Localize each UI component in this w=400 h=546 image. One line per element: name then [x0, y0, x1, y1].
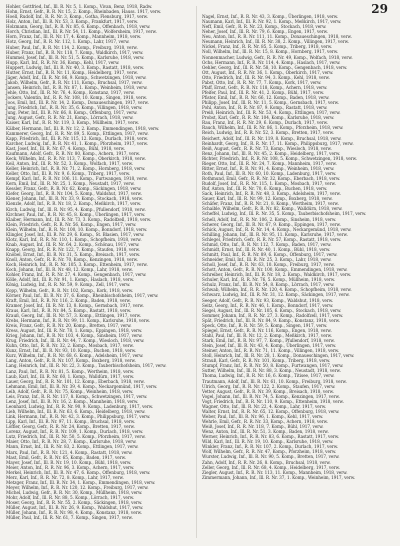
list-item: Ott, August, Inf., R. R. Nr. 36, 1. Komp., Oberkirch, 1917, verw.	[202, 69, 334, 75]
list-item: Kreis, Franz, Gefr., R. R. Nr. 20, Komp., Bretten, 1917, verw.	[6, 322, 132, 328]
list-item: Wagner, Otto, Inf., Ill. R. Nr. 22, 4. Komp., Lahr, 1917, verw.	[202, 403, 327, 409]
list-item: Huber, Paul, Inf., R. R. Nr. 114, 2. Komp., Freiburg, 1918, verw.	[6, 44, 138, 50]
list-item: Merkel, Heinrich, Inf., Ill. R. Nr. 47, 6. Komp., Offenburg, 1918, verw.	[6, 469, 151, 475]
list-item: Schilling, Johann, Inf., Ill. R. Nr. 95, 11. Komp., Karlsruhe, 1917, verw.	[202, 231, 348, 237]
list-item: Kress, August, Inf., Ill. R. Nr. 78, 1. Komp., Eppingen, 1918, verw.	[6, 328, 143, 333]
list-item: Klingler, Josef, Inf., Ill. R. Nr. 29, 6. Komp., St. Blasien, 1917, verw.	[6, 231, 145, 237]
list-item: Schott, Anton, Gefr., R. R. Nr. 100, Komp., Emmendingen, 1918, verw.	[202, 267, 348, 273]
list-item: Lipp, Karl, Inf., Ill. R. Nr. 97, 11. Komp., Bruchsal, 1918, verw.	[6, 419, 136, 425]
list-item: Koch, Heinrich, Inf., R. R. Nr. 105, 3. Komp., Ettenheim, 1917, verw.	[6, 262, 148, 268]
list-item: Schwab, Wilhelm, Inf., R. R. Nr. 120, 4. Komp., Schopfheim, 1918, verw.	[202, 287, 352, 293]
list-item: Kienzle, Adolf, Inf., R. R. Nr. 18, 2. Komp., Meßkirch, 1917, verw.	[6, 201, 142, 207]
list-item: Nickel, Franz, Inf., R. R. Nr. 85, 5. Komp., Triberg, 1918, verw.	[202, 44, 333, 50]
column-divider	[196, 6, 197, 538]
list-item: Spät, Friedrich, Inf., Ill. R. Nr. 84, 9. Komp., Konstanz, 1918, verw.	[202, 317, 340, 323]
list-item: Metzger, Franz, Inf., Ill. R. Nr. 34, 1. Komp., Emmendingen, 1918, verw.	[6, 479, 156, 485]
list-item: Hupp, Karl, Inf., R. R. Nr. 36, Komp., Kehl, 1917, verw.	[6, 59, 120, 65]
list-item: Wenz, Anton, Inf., Ill. R. Nr. 51, 3. Komp., Baden, 1918, verw.	[202, 429, 329, 435]
list-item: Schmitt, Paul, Inf., R. R. Nr. 89, 6. Komp., Offenburg, 1917, verw.	[202, 251, 338, 257]
list-item: Moser, Georg, Inf., R. R. Nr. 55, 2. Komp., Säckingen, 1918, verw.	[6, 500, 143, 506]
list-item: Knoll, Anton, Gefr., R. R. Nr. 70, Komp., Kenzingen, 1918, verw.	[6, 257, 138, 263]
list-item: Jung, August, Gefr., R. R. Nr. 21, Komp., Lörrach, 1918, verw.	[6, 115, 134, 121]
list-item: Kaufmann, Adolf, Gefr., R. R. Nr. 80, Komp., Achern, 1917, verw.	[6, 150, 140, 156]
list-item: Ziegler, August, Inf., R. R. Nr. 113, 11. Komp., Mannheim, 1918, verw.	[202, 469, 348, 475]
list-item: Otto, Friedrich, Inf., Ill. R. Nr. 94, 3. Komp., Kehl, 1918, verw.	[202, 74, 330, 80]
list-item: Klotz, Karl, Inf., R. R. Nr. 110, 1. Komp., Schopfheim, 1918, verw.	[6, 236, 142, 242]
list-item: Stark, Emil, Inf., R. R. Nr. 97, 7. Komp., Pfullendorf, 1918, verw.	[202, 338, 335, 343]
list-item: Kopp, Wilhelm, Gefr., R. R. Nr. 102, Komp., Kork, 1918, verw.	[6, 287, 134, 293]
list-item: Kapp, Friedrich, Inf., Ill. R. Nr. 115, 12. Komp., Durlach, 1918, verw.	[6, 135, 148, 141]
list-item: Mann, Ernst, Inf., Ill. R. Nr. 83, 2. Komp., Ettlingen, 1917, verw.	[6, 444, 139, 450]
list-item: Kempf, Karl, Inf., R. R. Nr. 106, 11. Komp., Furtwangen, 1918, verw.	[6, 176, 148, 182]
list-item: Sommer, Johann, Inf., R. R. Nr. 27, 3. Komp., Radolfzell, 1917, verw.	[202, 312, 344, 318]
list-item: Jung, Peter, Inf., Ill. R. Nr. 66, 8. Komp., Offenburg, 1917, verw.	[6, 110, 138, 116]
list-item: Rau, Franz, Inf., R. R. Nr. 29, 6. Komp., Durlach, 1917, verw.	[202, 120, 328, 126]
list-item: Reichert, Adolf, Inf., Ill. R. Nr. 119, 8. Komp., Bruchsal, 1918, verw.	[202, 135, 342, 141]
list-item: Stoll, Heinrich, Inf., Ill. R. Nr. 28, 1. Komp., Donaueschingen, 1917, verw.	[202, 353, 355, 359]
list-item: Reich, Ludwig, Inf., R. R. Nr. 52, 3. Komp., Bretten, 1917, verw.	[202, 130, 334, 136]
list-item: Kölle, Adolf, Inf., Ill. R. Nr. 91, 1. Komp., Haslach, 1918, verw.	[6, 277, 135, 283]
list-item: Wolf, Wilhelm, Gefr., R. R. Nr. 47, Komp., Pforzheim, 1918, verw.	[202, 449, 337, 455]
list-item: Richter, Friedrich, Inf., R. R. Nr. 108, 5. Komp., Schwetzingen, 1918, verw.	[202, 155, 357, 161]
list-item: Lieb, Wilhelm, Inf., Ill. R. Nr. 63, 6. Komp., Heidelberg, 1918, verw.	[6, 409, 146, 414]
list-item: Krauß, Georg, Inf., Ill. R. Nr. 57, 3. Komp., Ettlingen, 1917, verw.	[6, 312, 141, 318]
list-item: Jehle, Otto, Inf., Ill. R. Nr. 76, 4. Komp., Konstanz, 1917, verw.	[6, 90, 135, 96]
list-item: Holzmann, Georg, Inf., R. R. Nr. 85, 6. Komp., Offenbach, 1918, verw.	[6, 24, 151, 30]
list-item: Jansen, Heinrich, Inf., R. R. Nr. 87, 1. Komp., Weinheim, 1918, verw.	[6, 85, 148, 90]
list-item: Lanz, Paul, Inf., R. R. Nr. 81, 5. Komp., Wertheim, 1918, verw.	[6, 368, 135, 374]
list-item: Reinhardt, Georg, Inf., R. R. Nr. 17, 11. Komp., Philippsburg, 1917, verw.	[202, 140, 354, 146]
list-item: Sauer, Karl, Inf., Ill. R. Nr. 99, 12. Komp., Boxberg, 1918, verw.	[202, 196, 333, 202]
list-item: Wurster, Ludwig, Inf., Ill. R. Nr. 90, 5. Komp., Bretten, 1917, verw.	[202, 454, 340, 460]
list-item: Hoell, Rudolf, Inf., R. R. Nr. 3, Komp., Gotha, Flensburg, 1917, verw.	[6, 14, 148, 20]
list-item: Neher, Josef, Inf., Ill. R. Nr. 79, 6. Komp., Engen, 1917, verw.	[202, 29, 328, 35]
list-item: Huber, Franz, Inf., R. R. Nr. 118, 7. Komp., Waldkirch, 1917, verw.	[6, 49, 144, 55]
list-item: Thoma, Ludwig, Inf., R. R. Nr. 16, 6. Komp., Titisee, 1917, verw.	[202, 373, 335, 379]
list-item: Jakob, Wilhelm, Gefr., R. R. Nr. 111, Komp., Bruchsal, 1917, verw.	[6, 79, 143, 85]
list-item: Roth, Paul, Inf., Ill. R. Nr. 60, 10. Komp., Ladenburg, 1917, verw.	[202, 170, 337, 176]
list-item: König, Ludwig, Inf., R. R. Nr. 59, 9. Komp., Zell, 1917, verw.	[6, 282, 131, 288]
list-item: Seeger, Adolf, Gefr., R. R. Nr. 93, Komp., Waldshut, 1918, verw.	[202, 297, 334, 303]
list-item: Jung, Friedrich, Inf., R. R. Nr. 35, 6. Komp., Villingen, 1918, verw.	[6, 105, 143, 111]
list-item: Stumpf, Franz, Inf., R. R. Nr. 50, 8. Komp., Furtwangen, 1917, verw.	[202, 363, 344, 369]
list-item: Renz, Johann, Inf., Ill. R. Nr. 45, 2. Komp., Heidelberg, 1917, verw.	[202, 150, 341, 156]
list-item: Nagel, Ernst, Inf., R. R. Nr. 43, 3. Komp., Überlingen, 1918, verw.	[202, 14, 339, 19]
list-item: Preiß, Heinrich, Inf., Ill. R. Nr. 53, 4. Komp., Ettlingen, 1917, verw.	[202, 110, 341, 116]
list-item: Schell, Adolf, Inf., R. R. Nr. 106, 2. Komp., Sinsheim, 1918, verw.	[202, 216, 337, 222]
list-item: Krieg, Johann, Inf., R. R. Nr. 103, 4. Komp., Sinsheim, 1917, verw.	[6, 333, 143, 339]
list-item: Sack, Heinrich, Inf., R. R. Nr. 48, 3. Komp., Adelsheim, 1917, verw.	[202, 191, 341, 197]
list-item: Zahn, Adolf, Inf., R. R. Nr. 26, 8. Komp., Bruchsal, 1918, verw.	[202, 459, 331, 465]
list-item: Hutter, Ernst, Inf., R. R. Nr. 11, Komp., Heidelberg, 1917, verw.	[6, 69, 138, 75]
left-column	[6, 4, 192, 520]
list-item: Huppert, Ludwig, Inf., Ill. R. Nr. 40, 3. Komp., Rastatt, 1918, verw.	[6, 64, 145, 70]
list-item: Karcher, Ludwig, Inf., R. R. Nr. 41, 1. Komp., Pforzheim, 1917, verw.	[6, 140, 148, 146]
list-item: Wild, Karl, Inf., Ill. R. Nr. 19, 10. Komp., Karlsruhe, 1918, verw.	[202, 439, 334, 445]
list-item: Klaiber, Hermann, Inf., Ill. R. Nr. 73, 3. Komp., Radolfzell, 1918, verw.	[6, 216, 152, 222]
list-item: Hohn, Ernst, Gefr., R. R. Nr. 15, 2. Komp., Rheinbaden, Hauss. 1917, verw.	[6, 9, 162, 15]
list-item: Schmidt, Ernst, Inf., Ill. R. Nr. 40, 1. Komp., Bühl, 1918, verw.	[202, 246, 331, 252]
list-item: Vogel, Johann, Inf., Ill. R. Nr. 74, 5. Komp., Kenzingen, 1917, verw.	[202, 393, 340, 399]
list-item: Schaible, Wilhelm, Gefr., R. R. Nr. 82, Komp., Walldürn, 1918, verw.	[202, 206, 343, 212]
list-item: Neumann, Heinrich, Inf., Ill. R. Nr. 38, 2. Komp., Villingen, 1917, verw.	[202, 39, 349, 45]
list-item: Ruf, Anton, Inf., Ill. R. Nr. 70, 6. Komp., Buchen, 1918, verw.	[202, 186, 328, 192]
list-item: Meyer, Wilhelm, Inf., R. R. Nr. 120, 12. Komp., Freiburg, 1917, verw.	[6, 484, 149, 490]
list-item: Zimmermann, Johann, Inf., Ill. R. Nr. 37, 1. Komp., Weinheim, 1917, verw.	[202, 474, 356, 480]
list-item: Schäfer, Franz, Inf., R. R. Nr. 21, 8. Komp., Wertheim, 1917, verw.	[202, 201, 339, 207]
list-item: Kiener, Johann, Inf., Ill. R. Nr. 33, 9. Komp., Stockach, 1918, verw.	[6, 196, 143, 202]
list-item: Horn, Franz, Inf., Ill. R. Nr. 17, 4. Komp., Mannheim, 1918, verw.	[6, 34, 142, 40]
list-item: Werner, Heinrich, Inf., R. R. Nr. 83, 6. Komp., Rastatt, 1917, verw.	[202, 434, 340, 440]
list-item: Rieger, Otto, Inf., Ill. R. Nr. 24, 7. Komp., Mannheim, 1917, verw.	[202, 160, 337, 166]
list-item: Kraft, Emil, Inf., R. R. Nr. 116, 2. Komp., Baden, 1918, verw.	[6, 297, 131, 303]
list-item: Krug, Friedrich, Inf., Ill. R. Nr. 44, 7. Komp., Wiesloch, 1918, verw.	[6, 338, 145, 344]
list-item: Keil, Anton, Inf., Ill. R. Nr. 52, 3. Komp., Wolfach, 1917, verw.	[6, 160, 134, 166]
list-item: Hotz, Georg, Inf., R. R. Nr. 112, 1. Komp., Lahr, 1917, verw.	[6, 39, 130, 45]
list-item: Müller, Johann, Inf., R. R. Nr. 98, 4. Komp., Konstanz, 1918, verw.	[6, 510, 142, 516]
list-item: Probst, Karl, Gefr., R. R. Nr. 104, Komp., Karlsruhe, 1918, verw.	[202, 115, 335, 121]
list-item: Weiß, Josef, Inf., R. R. Nr. 118, 7. Komp., Bühl, 1917, verw.	[202, 424, 324, 430]
list-item: Kaiser, Karl, Inf., R. R. Nr. 119, 3. Komp., Müllheim, 1917, verw.	[6, 120, 139, 126]
list-item: Pabst, Otto, Inf., R. R. Nr. 77, 7. Komp., Kork, 1917, verw.	[202, 79, 322, 85]
list-item: Rothmund, Emil, Gefr., R. R. Nr. 32, Komp., Eberbach, 1918, verw.	[202, 176, 341, 181]
list-item: Strauß, Karl, Gefr., R. R. Nr. 101, Komp., Triberg, 1918, verw.	[202, 358, 331, 364]
list-item: Krebs, Hermann, Inf., R. R. Nr. 99, 11. Komp., Karlsruhe, 1918, verw.	[6, 317, 150, 323]
list-item: Horch, Christian, Inf., Ill. R. Nr. 54, 11. Komp., Wolfersheim, 1917, verw.	[6, 29, 157, 35]
list-item: Joos, Emil, Inf., Ill. R. Nr. 14, 2. Komp., Donaueschingen, 1917, verw.	[6, 100, 149, 106]
list-item: Vogt, Friedrich, Inf., R. R. Nr. 110, 9. Komp., Ettenheim, 1918, verw.	[202, 398, 344, 404]
list-item: Winkler, Franz, Inf., R. R. Nr. 107, 2. Komp., Durlach, 1917, verw.	[202, 444, 339, 450]
list-item: Noll, Wilhelm, Inf., Ill. R. Nr. 15, 8. Komp., Hornberg, 1917, verw.	[202, 49, 339, 55]
list-item: Lauer, Georg, Inf., R. R. Nr. 101, 12. Komp., Eberbach, 1918, verw.	[6, 378, 145, 384]
list-item: Schmid, Otto, Inf., R. R. Nr. 112, 7. Komp., Baden, 1917, verw.	[202, 241, 332, 247]
list-item: Keller, Heinrich, Inf., R. R. Nr. 71, 2. Komp., Hornberg, 1918, verw.	[6, 166, 146, 171]
list-item: Weber, Paul, Inf., Ill. R. Nr. 96, 1. Komp., Kehl, 1917, verw.	[202, 413, 324, 419]
list-item: Kiefer, Georg, Inf., R. R. Nr. 104, 5. Komp., Waldshut, 1917, verw.	[6, 191, 142, 197]
list-item: Stahl, Paul, Inf., Ill. R. Nr. 12, 2. Komp., Meßkirch, 1917, verw.	[202, 332, 332, 338]
list-item: Michel, Ludwig, Gefr., R. R. Nr. 30, Komp., Müllheim, 1918, verw.	[6, 490, 143, 495]
list-item: Lorenz, August, Inf., R. R. Nr. 109, 1. Komp., Durlach, 1918, verw.	[6, 429, 144, 435]
list-item: Löffler, Georg, Gefr., R. R. Nr. 24, Komp., Bretten, 1917, verw.	[6, 424, 135, 430]
list-item: Meier, Anton, Inf., R. R. Nr. 96, 3. Komp., Achern, 1917, verw.	[6, 464, 135, 470]
list-item: Mast, Emil, Gefr., R. R. Nr. 65, Komp., Baden, 1917, verw.	[6, 454, 126, 460]
list-item: Kast, Josef, Inf., Ill. R. Nr. 67, 4. Komp., Bühl, 1918, verw.	[6, 145, 125, 151]
list-item: Holz, Anton, Inf., Ill. R. Nr. 53, 3. Komp., Frankfurt, 1917, verw.	[6, 19, 139, 25]
list-item: Siegel, August, Inf., Ill. R. Nr. 105, 6. Komp., Stockach, 1918, verw.	[202, 307, 342, 313]
list-item: Lenz, Josef, Inf., Ill. R. Nr. 16, 2. Komp., Mannheim, 1918, verw.	[6, 398, 139, 404]
list-item: Körner, Paul, Inf., Ill. R. Nr. 37, 6. Komp., Rheinbischofsheim, 1917, verw.	[6, 292, 159, 298]
list-item: Scholl, Josef, Inf., R. R. Nr. 63, 10. Komp., Freiburg, 1917, verw.	[202, 262, 335, 268]
list-item: Link, Hermann, Inf., R. R. Nr. 42, 3. Komp., Philippsburg, 1917, verw.	[6, 414, 151, 420]
list-item: Lutz, Friedrich, Inf., Ill. R. Nr. 50, 5. Komp., Pforzheim, 1917, verw.	[6, 434, 146, 440]
list-item: Steiner, Anton, Inf., R. R. Nr. 71, 11. Komp., Villingen, 1918, verw.	[202, 348, 340, 354]
list-item: Kirchner, Paul, Inf., R. R. Nr. 45, 8. Komp., Überlingen, 1917, verw.	[6, 211, 146, 217]
list-item: Knöbel, Ernst, Inf., Ill. R. Nr. 31, 5. Komp., Breisach, 1917, verw.	[6, 252, 141, 258]
list-item: Zeller, Georg, Inf., Ill. R. Nr. 68, 4. Komp., Heidelberg, 1917, verw.	[202, 464, 340, 470]
list-item: Schwarz, Ludwig, Inf., Ill. R. Nr. 31, 12. Komp., Säckingen, 1917, verw.	[202, 292, 350, 298]
list-item: Ritter, Ernst, Inf., R. R. Nr. 91, 4. Komp., Weinheim, 1918, verw.	[202, 165, 335, 171]
list-item: Mayer, Josef, Inf., Ill. R. Nr. 19, 10. Komp., Bühl, 1918, verw.	[6, 459, 132, 465]
list-item: Speck, Otto, Inf., R. R. Nr. 59, 5. Komp., Singen, 1917, verw.	[202, 322, 328, 328]
list-item: Hummel, Josef, Inf., Ill. R. Nr. 51, 5. Komp., Karlsruhe, 1918, verw.	[6, 54, 145, 60]
list-item: Kälber, Hermann, Inf., Ill. R. Nr. 12, 2. Komp., Emmendingen, 1918, verw.	[6, 125, 160, 131]
list-item: Vetter, August, Gefr., R. R. Nr. 39, Komp., Breisach, 1918, verw.	[202, 388, 334, 394]
list-item: Jockers, Valentin, Inf., R. R. Nr. 108, 10. Komp., Singen, 1918, verw.	[6, 95, 147, 101]
list-item: Walter, Ernst, Inf., R. R. Nr. 65, 12. Komp., Offenburg, 1918, verw.	[202, 408, 340, 414]
list-item: Pfaff, Ernst, Gefr., R. R. Nr. 118, Komp., Achern, 1918, verw.	[202, 84, 328, 90]
list-item: Spiegel, Ernst, Gefr., R. R. Nr. 116, Komp., Engen, 1918, verw.	[202, 327, 332, 333]
list-item: Pfister, Emil, Inf., R. R. Nr. 66, 12. Komp., Baden, 1918, verw.	[202, 95, 330, 100]
list-item: Rudolf, Josef, Inf., R. R. Nr. 115, 1. Komp., Mosbach, 1917, verw.	[202, 181, 336, 187]
list-item: Leib, Adolf, Gefr., R. R. Nr. 75, Komp., Weinheim, 1918, verw.	[6, 388, 134, 394]
list-item: Knapp, Georg, Inf., R. R. Nr. 122, 7. Komp., Staufen, 1918, verw.	[6, 247, 140, 252]
list-item: Schreiber, Heinrich, Inf., Ill. R. Nr. 18, 2. Komp., Waldkirch, 1917, verw.	[202, 272, 352, 278]
list-item: Kirch, Ludwig, Inf., Ill. R. Nr. 95, 4. Komp., Pfullendorf, 1918, verw.	[6, 206, 146, 212]
list-item: Schulz, Franz, Inf., Ill. R. Nr. 54, 8. Komp., Lörrach, 1917, verw.	[202, 282, 335, 288]
list-item: Ulrich, Georg, Inf., R. R. Nr. 122, 2. Komp., Staufen, 1917, verw.	[202, 383, 336, 389]
list-item: Pohl, Anton, Inf., R. R. Nr. 87, 9. Komp., Rastatt, 1918, verw.	[202, 105, 328, 111]
list-item: Keller, Otto, Inf., Ill. R. Nr. 9, 6. Komp., Triberg, 1917, verw.	[6, 171, 131, 177]
list-item: Marx, Paul, Inf., R. R. Nr. 121, 4. Komp., Rastatt, 1918, verw.	[6, 449, 133, 455]
list-item: Kraus, Karl, Inf., R. R. Nr. 84, 5. Komp., Rastatt, 1918, verw.	[6, 307, 132, 313]
list-item: Stein, Josef, Inf., Ill. R. Nr. 43, 4. Komp., Überlingen, 1917, verw.	[202, 343, 337, 349]
list-item: Lang, Heinrich, Inf., Ill. R. Nr. 22, 3. Komp., Tauberbischofsheim, 1917, verw.	[6, 363, 167, 369]
list-item: Knab, August, Inf., Ill. R. Nr. 64, 2. Komp., Schönau, 1917, verw.	[6, 241, 140, 247]
list-item: Klein, Wilhelm, Inf., R. R. Nr. 100, 10. Komp., Bonndorf, 1918, verw.	[6, 226, 148, 232]
list-item: Maier, Otto, Inf., R. R. Nr. 28, 7. Komp., Karlsruhe, 1918, verw.	[6, 439, 137, 445]
list-item: Philipp, Josef, Inf., Ill. R. Nr. 11, 5. Komp., Gernsbach, 1917, verw.	[202, 100, 340, 106]
list-item: Hohler, Gottfried, Inf., Ill. R. Nr. 5, 1. Komp., Vivan, Benz, 1918, Radw.	[6, 4, 153, 9]
list-item: Kessler, Franz, Gefr., R. R. Nr. 62, Komp., Säckingen, 1918, verw.	[6, 186, 142, 192]
right-column	[202, 14, 390, 480]
list-item: Trautmann, Adolf, Inf., Ill. R. Nr. 61, 10. Komp., Freiburg, 1918, verw.	[202, 378, 347, 384]
list-item: Oehler, Georg, Inf., Ill. R. Nr. 58, 10. Komp., Gengenbach, 1918, verw.	[202, 64, 348, 70]
list-item: Scheffel, Ludwig, Inf., Ill. R. Nr. 35, 5. Komp., Tauberbischofsheim, 1917, verw.	[202, 211, 367, 217]
list-item: Neff, Emil, Gefr., R. R. Nr. 23, Komp., Stockach, 1918, verw.	[202, 24, 327, 30]
list-item: Scherer, Georg, Inf., Ill. R. Nr. 67, 9. Komp., Eppingen, 1917, verw.	[202, 221, 341, 227]
list-item: Müller, Paul, Inf., Ill. R. Nr. 61, 7. Komp., Singen, 1917, verw.	[6, 515, 133, 521]
list-item: Sutter, Wilhelm, Inf., Ill. R. Nr. 88, 3. Komp., Neustadt, 1918, verw.	[202, 368, 341, 374]
list-item: Wehrle, Emil, Gefr., R. R. Nr. 33, Komp., Achern, 1918, verw.	[202, 419, 329, 424]
list-item: Kuhn, Otto, Inf., R. R. Nr. 32, 2. Komp., Mosbach, 1917, verw.	[6, 343, 134, 349]
list-item: Merz, Karl, Inf., R. R. Nr. 72, 8. Komp., Lahr, 1917, verw.	[6, 474, 124, 480]
list-item: Schneider, Emil, Inf., Ill. R. Nr. 25, 3. Komp., Lahr, 1918, verw.	[202, 257, 332, 262]
list-item: Ochs, Hermann, Inf., R. R. Nr. 114, 4. Komp., Haslach, 1917, verw.	[202, 59, 341, 65]
list-item: Schick, August, Inf., R. R. Nr. 14, 4. Komp., Neckargemünd, 1918, verw.	[202, 226, 352, 232]
list-item: Schuler, Karl, Inf., R. R. Nr. 76, 5. Komp., Müllheim, 1918, verw.	[202, 277, 336, 283]
list-item: Mohr, Adolf, Inf., Ill. R. Nr. 88, 5. Komp., Lörrach, 1917, verw.	[6, 495, 135, 501]
list-item: Keck, Wilhelm, Inf., R. R. Nr. 113, 7. Komp., Oberkirch, 1918, verw.	[6, 155, 146, 161]
list-item: Nonnenmacher, Ludwig, Gefr., R. R. Nr. 49, Komp., Wolfach, 1918, verw.	[202, 54, 353, 60]
list-item: Koch, Johann, Inf., Ill. R. Nr. 48, 12. Komp., Lahr, 1918, verw.	[6, 267, 133, 273]
list-item: Kammerer, Georg, Inf., R. R. Nr. 89, 5. Komp., Ettlingen, 1917, verw.	[6, 130, 149, 136]
list-item: Rauch, Wilhelm, Inf., Ill. R. Nr. 86, 1. Komp., Pforzheim, 1918, verw.	[202, 125, 344, 131]
list-item: Kramer, Josef, Inf., Ill. R. Nr. 13, 8. Komp., Gernsbach, 1917, verw.	[6, 302, 144, 308]
list-item: Kern, Emil, Inf., Ill. R. Nr. 25, 1. Komp., Neustadt, 1917, verw.	[6, 181, 135, 187]
list-item: Reiß, August, Gefr., R. R. Nr. 73, Komp., Wiesloch, 1918, verw.	[202, 145, 332, 151]
list-item: Lehmann, Emil, Inf., Ill. R. Nr. 39, 4. Komp., Neckargemünd, 1917, verw.	[6, 383, 158, 389]
list-item: Kohler, Franz, Inf., R. R. Nr. 27, 4. Komp., Gengenbach, 1917, verw.	[6, 272, 147, 278]
list-item: Kurz, Wilhelm, Inf., R. R. Nr. 68, 6. Komp., Adelsheim, 1917, verw.	[6, 353, 144, 359]
list-item: Seitz, Georg, Inf., R. R. Nr. 46, 1. Komp., Bonndorf, 1917, verw.	[202, 302, 334, 308]
list-item: Müller, August, Inf., Ill. R. Nr. 26, 9. Komp., Waldshut, 1917, verw.	[6, 505, 144, 511]
page-number: 29	[371, 2, 388, 16]
list-item: Jäger, Adolf, Inf., Ill. R. Nr. 86, 9. Komp., Schwetzingen, 1918, verw.	[6, 74, 147, 80]
list-item: Leonhard, Ludwig, Inf., R. R. Nr. 90, 9. Komp., Ladenburg, 1917, verw.	[6, 403, 154, 409]
list-item: Naumann, Karl, Inf., Ill. R. Nr. 92, 1. Komp., Meßkirch, 1917, verw.	[202, 19, 342, 25]
list-item: Schlegel, Friedrich, Gefr., R. R. Nr. 57, Komp., Rastatt, 1918, verw.	[202, 236, 342, 242]
list-item: Neu, Anton, Inf., R. R. Nr. 111, 11. Komp., Donaueschingen, 1918, verw.	[202, 34, 352, 40]
list-item: Pfeifer, Paul, Inf., Ill. R. Nr. 41, 2. Komp., Bühl, 1917, verw.	[202, 89, 325, 95]
list-item: Leis, Franz, Inf., R. R. Nr. 117, 8. Komp., Schwetzingen, 1917, verw.	[6, 393, 148, 399]
list-item: Kunz, Ernst, Inf., Ill. R. Nr. 93, 10. Komp., Buchen, 1918, verw.	[6, 348, 137, 354]
list-item: Lang, Anton, Gefr., R. R. Nr. 107, Komp., Boxberg, 1918, verw.	[6, 358, 136, 364]
list-item: Laub, Karl, Inf., Ill. R. Nr. 60, 1. Komp., Walldürn, 1917, verw.	[6, 373, 135, 379]
list-item: Klein, Friedrich, Gefr., R. R. Nr. 56, Komp., Engen, 1917, verw.	[6, 221, 137, 227]
